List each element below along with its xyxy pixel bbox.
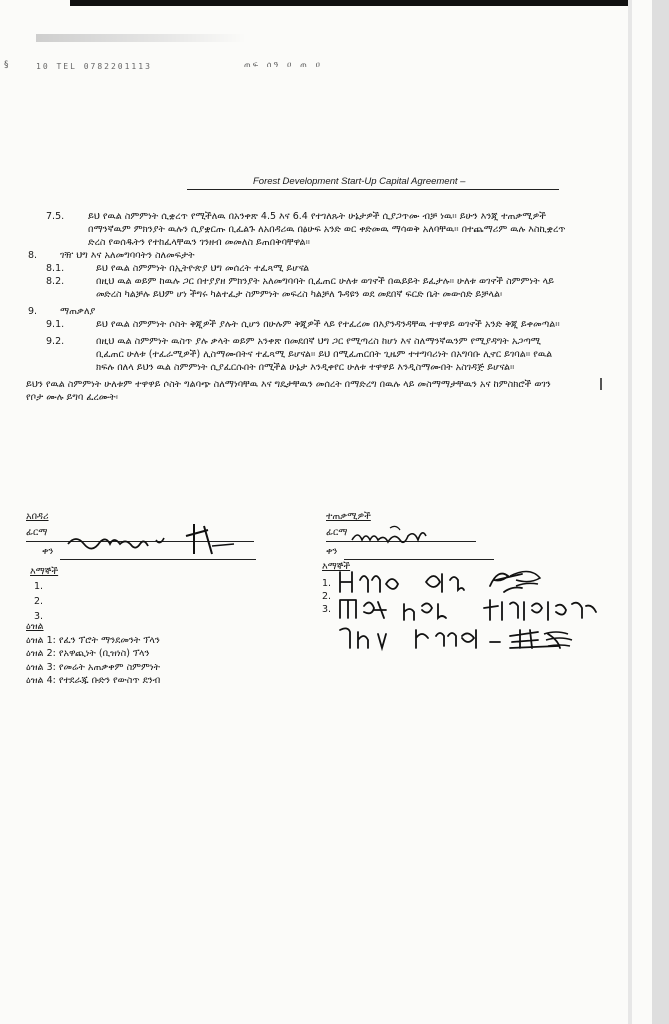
beneficiary-signature <box>350 524 440 548</box>
clause-number: 8.2. <box>46 276 65 287</box>
clause-8-2 <box>26 275 566 301</box>
lender-role: አበዳሪ <box>26 511 49 522</box>
annex-item: ዕዝል 4: የተደራጁ ቡድን የውስጥ ደንብ <box>26 675 161 686</box>
annex-item: ዕዝል 3: የመሬት አጠቃቀም ስምምነት <box>26 661 161 673</box>
clause-number: 8.1. <box>46 263 65 274</box>
beneficiary-date-line <box>344 559 494 560</box>
clause-text: ማጠቃለያ <box>60 306 96 317</box>
page-shadow-edge <box>628 0 632 1024</box>
witnesses-left <box>30 565 58 623</box>
witness-number: 3. <box>34 611 44 622</box>
beneficiary-role: ተጠቃሚዎች <box>326 511 371 522</box>
clause-number: 9.2. <box>46 336 65 347</box>
annex-item: ዕዝል 1: የፈን ፕሮት ማንደመንት ፕላን <box>26 634 160 646</box>
lender-party <box>26 511 54 557</box>
lender-date-label: ቀን <box>42 546 54 557</box>
staple-mark: § <box>4 60 9 70</box>
clause-7-5 <box>26 210 566 249</box>
witnesses-label: እማኞች <box>30 566 59 577</box>
clause-8-1 <box>26 262 566 275</box>
clause-text: በዚህ ዉል ስምምነት ዉስጥ ያሉ ቃላት ወይም አንቀጽ በመደበኛ ህግ ጋር የሚጣረስ ከሆነ እና ስለማንኛዉንም የሚያዳግት አጋጣሚ ቢፈጠር ሁለቱ (ተፈራሚዎች) ሊስማሙበትና ተፈጻሚ ይሆናል። ይህ በሚፈጠርበት ጊዜም ተተግባሪነት በአግባቡ ሊኖር ይገባል። የዉል ክፍሉ በለላ ይህን ዉል ስምምነት ሲያፈርሱበት በሚችል ሁኔታ እንዲቀየር ሁለቱ ተዋዋይ እንዲስማሙበት አስገዳጅ ይሆናል። <box>96 336 553 373</box>
clauses-body <box>26 210 566 404</box>
witness-number: 3. <box>322 604 332 615</box>
section-8-heading <box>26 249 566 262</box>
lender-sign-label: ፊርማ <box>26 527 48 538</box>
scan-smudge <box>36 34 246 42</box>
beneficiary-date-label: ቀን <box>326 546 338 557</box>
lender-signature <box>62 518 252 558</box>
fax-header-left: 10 TEL 0782201113 <box>36 62 152 71</box>
annex-item: ዕዝል 2: የአዋጪነት (ቢዝነስ) ፕላን <box>26 648 150 659</box>
witness-number: 2. <box>34 596 44 607</box>
clause-text: ይህ የዉል ስምምነት በኢትዮጵያ ህግ መሰረት ተፈጻሚ ይሆናል <box>96 263 310 274</box>
beneficiary-party <box>326 511 371 557</box>
witness-number: 1. <box>34 581 44 592</box>
beneficiary-sign-label: ፊርማ <box>326 527 348 538</box>
clause-number: 9. <box>28 306 38 317</box>
section-9-heading <box>26 305 566 318</box>
lender-date-line <box>60 559 256 560</box>
closing-statement: ይህን የዉል ስምምነት ሁለቱም ተዋዋይ ሶስት ግልባጭ ስለማነባቸዉ እና ግዴታቸዉን መሰረት በማድረግ በዉሉ ላይ መስማማታቸዉን አና ከምስክሮች ወገን የቦታ ሙሉ ይግባ ፈረሙት፡ <box>26 379 551 403</box>
fax-header-mid: ጠፍ ሰዓ ዐ ጠ ዐ <box>244 60 322 69</box>
clause-9-1 <box>26 318 566 331</box>
witness-handwriting <box>334 566 624 666</box>
clause-text: በዚህ ዉል ወይም ከዉሉ ጋር በተያያዘ ምክንያት አለመግባባት ቢፈጠር ሁለቱ ወገኖች በዉይይት ይፈታሉ። ሁለቱ ወገኖች ስምምነት ላይ መድረስ ካልቻሉ ይህም ሆነ ችግሩ ካልተፈታ ስምምነት መፍረስ ካልቻለ ጉዳዩን ወደ መደበኛ ፍርድ ቤት መውሰድ ይቻላል፡ <box>96 276 554 300</box>
clause-number: 8. <box>28 250 38 261</box>
witnesses-label: እማኞች <box>322 561 351 572</box>
scanner-edge <box>652 0 669 1024</box>
clause-9-2 <box>26 335 566 374</box>
clause-text: ገዥ ህግ እና አለመግባባትን ስለመፍታት <box>60 250 195 261</box>
document-title: Forest Development Start-Up Capital Agreement – <box>253 176 466 187</box>
clause-number: 9.1. <box>46 319 65 330</box>
margin-tick <box>600 378 602 390</box>
header-rule <box>187 189 559 190</box>
witness-number: 1. <box>322 578 332 589</box>
clause-text: ይህ የዉል ስምምነት ሲቋረጥ የሚችለዉ በአንቀጽ 4.5 እና 6.4 የተገለጹት ሁኔታዎች ሲያጋጥሙ ብቻ ነዉ። ይሁን እንጂ ተጠቃሚዎች በማንኛዉም ምክንያት ዉሉን ሲያቋርጡ ቢፈልጉ ለአበዳሪዉ በፅሁፍ አንድ ወር ቀድመዉ ማሳወቅ አለባቸዉ። በተጨማሪም ዉሉ እስኪቋረጥ ድረስ የወሰዱትን የተከፈላቸዉን ገንዘብ መመለስ ይጠበቅባቸዋል። <box>88 211 566 248</box>
annex-label: ዕዝል <box>26 621 44 632</box>
clause-text: ይህ የዉል ስምምነት ሶስት ቅጂዎች ያሉት ሲሆን በሁሉም ቅጂዎች ላይ የተፈረመ በእያንዳንዳቸዉ ተዋዋይ ወገኖች አንድ ቅጂ ይቀመጣል። <box>96 319 560 330</box>
witness-number: 2. <box>322 591 332 602</box>
annex-list <box>26 620 160 688</box>
scan-top-edge <box>70 0 630 6</box>
clause-number: 7.5. <box>46 211 65 222</box>
